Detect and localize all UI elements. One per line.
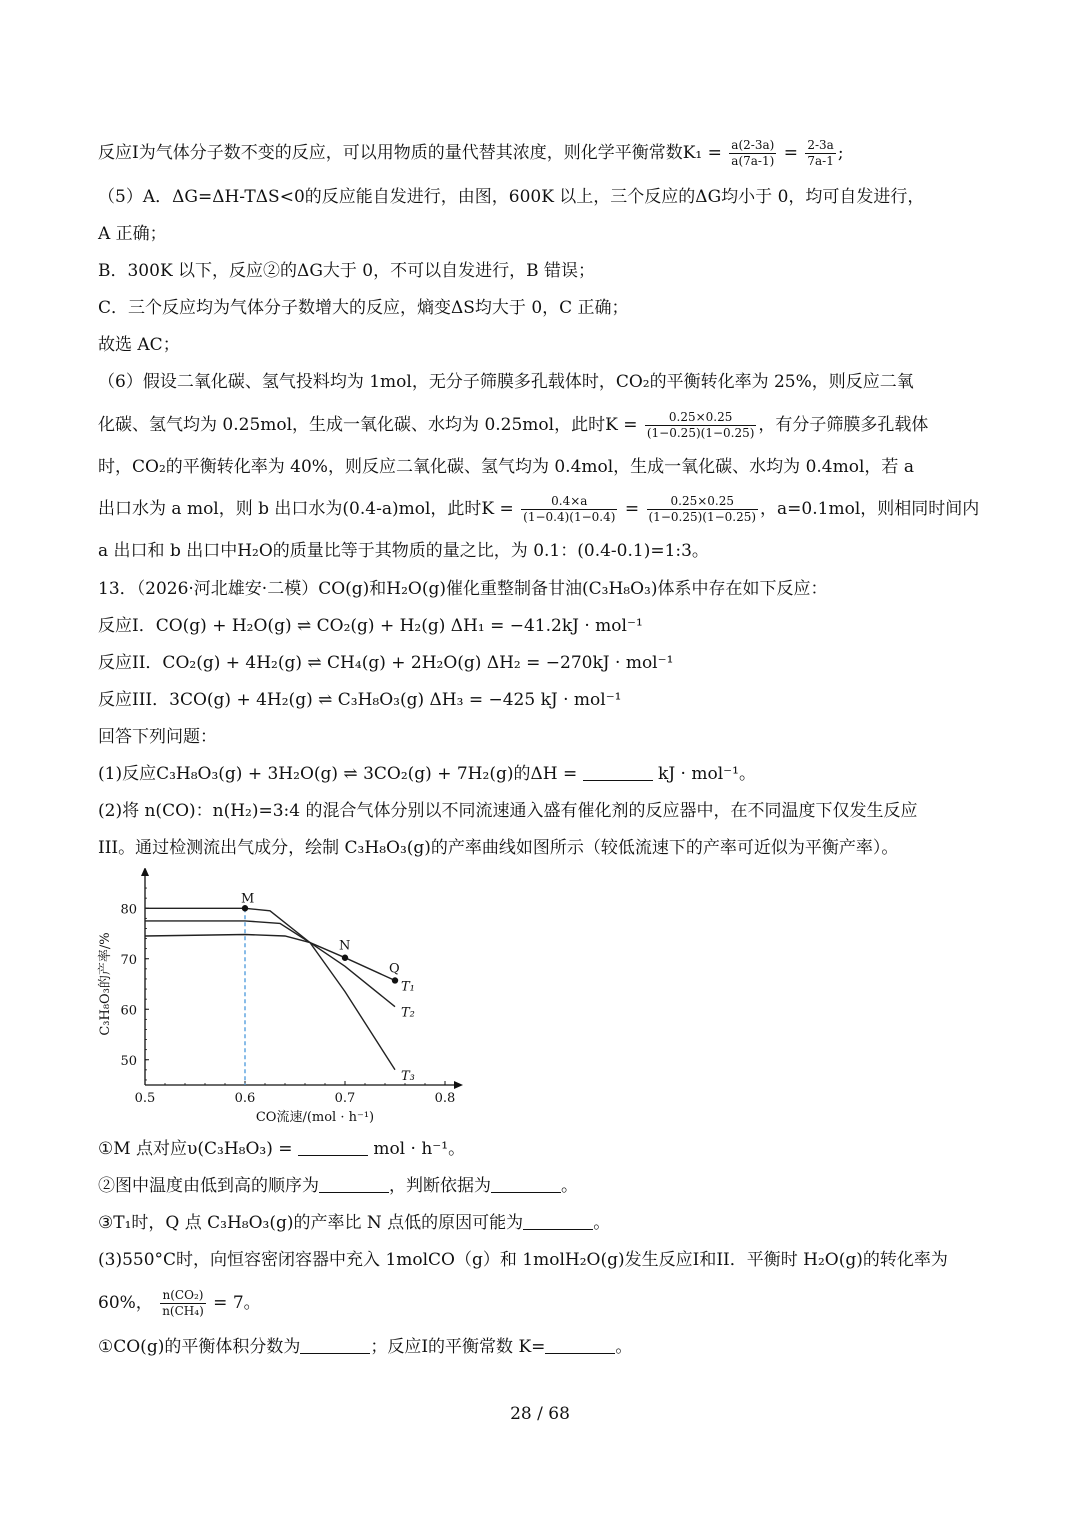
text-line: A 正确； <box>98 224 167 244</box>
series-label: T₃ <box>401 1068 415 1084</box>
text-line <box>98 138 844 169</box>
subquestion-3: (3)550°C时，向恒容密闭容器中充入 1molCO（g）和 1molH₂O(g)发生反应I和II．平衡时 H₂O(g)的转化率为 <box>98 1250 948 1270</box>
answer-blank[interactable] <box>545 1337 615 1354</box>
line-text: ①M 点对应υ(C₃H₈O₃) = <box>98 1139 293 1159</box>
fraction <box>160 1288 206 1319</box>
answer-blank[interactable] <box>583 764 653 781</box>
reaction-2: 反应II．CO₂(g) + 4H₂(g) ⇌ CH₄(g) + 2H₂O(g) ΔH₂ = −270kJ · mol⁻¹ <box>98 653 674 673</box>
line-text: 。 <box>615 1337 633 1357</box>
fraction-denominator: n(CH₄) <box>162 1304 204 1318</box>
answer-blank[interactable] <box>491 1176 561 1193</box>
line-text: ，判断依据为 <box>389 1176 491 1196</box>
point-label: N <box>339 938 351 954</box>
reaction-3: 反应III．3CO(g) + 4H₂(g) ⇌ C₃H₈O₃(g) ΔH₃ = −425 kJ · mol⁻¹ <box>98 690 622 710</box>
text-line: （5）A．ΔG=ΔH-TΔS<0的反应能自发进行，由图，600K 以上，三个反应的ΔG均小于 0，均可自发进行， <box>98 187 925 207</box>
x-axis-arrow <box>454 1081 463 1089</box>
equals-sign: = <box>624 499 640 519</box>
fraction-numerator: a(2-3a) <box>731 138 775 152</box>
answer-blank[interactable] <box>298 1139 368 1156</box>
line-text: 出口水为 a mol，则 b 出口水为(0.4-a)mol，此时K = <box>98 499 514 519</box>
fraction-numerator: 2-3a <box>807 138 834 152</box>
subquestion-3-1 <box>98 1335 632 1359</box>
question-heading: 13．（2026·河北雄安·二模）CO(g)和H₂O(g)催化重整制备甘油(C₃H₈O₃)体系中存在如下反应： <box>98 579 828 599</box>
fraction-denominator: a(7a-1) <box>731 154 775 168</box>
subquestion-2-2 <box>98 1174 578 1198</box>
text-line <box>98 494 979 525</box>
fraction-numerator: 0.4×a <box>521 494 617 510</box>
fraction-denominator: (1−0.4)(1−0.4) <box>523 510 616 524</box>
line-text: ; <box>837 143 844 163</box>
subquestion-2-1 <box>98 1137 465 1161</box>
line-text: ，有分子筛膜多孔载体 <box>758 415 929 435</box>
line-text: 。 <box>593 1213 611 1233</box>
line-text: 化碳、氢气均为 0.25mol，生成一氧化碳、水均为 0.25mol，此时K = <box>98 415 638 435</box>
series-line-T₃ <box>145 908 395 1070</box>
point-label: M <box>241 891 255 907</box>
fraction-denominator: 7a-1 <box>807 154 834 168</box>
line-text: mol · h⁻¹。 <box>373 1139 466 1159</box>
series-label: T₁ <box>401 979 415 995</box>
line-text: ②图中温度由低到高的顺序为 <box>98 1176 319 1196</box>
text-line <box>98 1288 261 1319</box>
answer-blank[interactable] <box>300 1337 370 1354</box>
y-axis-label: C₃H₈O₃的产率/% <box>98 932 113 1036</box>
y-tick-label: 80 <box>120 902 137 918</box>
answer-blank[interactable] <box>319 1176 389 1193</box>
series-label: T₂ <box>401 1005 415 1021</box>
text-line: 故选 AC； <box>98 335 180 355</box>
text-line: a 出口和 b 出口中H₂O的质量比等于其物质的量之比，为 0.1：(0.4-0.1)=1:3。 <box>98 541 709 561</box>
fraction-numerator: n(CO₂) <box>160 1288 206 1304</box>
fraction-denominator: (1−0.25)(1−0.25) <box>646 426 755 440</box>
x-tick-label: 0.7 <box>334 1091 356 1106</box>
reaction-1: 反应I．CO(g) + H₂O(g) ⇌ CO₂(g) + H₂(g) ΔH₁ = −41.2kJ · mol⁻¹ <box>98 616 643 636</box>
line-text: 。 <box>561 1176 578 1196</box>
line-text: ；反应I的平衡常数 K= <box>370 1337 546 1357</box>
text-line <box>98 410 928 441</box>
y-tick-label: 60 <box>120 1003 137 1019</box>
point-N <box>342 955 348 961</box>
y-axis-arrow <box>141 868 149 876</box>
fraction-denominator: (1−0.25)(1−0.25) <box>648 510 757 524</box>
fraction-numerator: 0.25×0.25 <box>647 494 759 510</box>
fraction <box>729 138 776 169</box>
equals-sign: = <box>783 143 798 163</box>
text-line: C．三个反应均为气体分子数增大的反应，熵变ΔS均大于 0，C 正确； <box>98 298 629 318</box>
line-text: (1)反应C₃H₈O₃(g) + 3H₂O(g) ⇌ 3CO₂(g) + 7H₂(g)的ΔH = <box>98 764 578 784</box>
line-text: 60%， <box>98 1293 153 1313</box>
subquestion-1 <box>98 762 756 786</box>
fraction <box>645 410 757 441</box>
series-line-T₁ <box>145 935 395 981</box>
subquestion-2-3 <box>98 1211 610 1235</box>
text-line: （6）假设二氧化碳、氢气投料均为 1mol，无分子筛膜多孔载体时，CO₂的平衡转化率为 25%，则反应二氧 <box>98 372 914 392</box>
line-text: ①CO(g)的平衡体积分数为 <box>98 1337 301 1357</box>
fraction <box>647 494 759 525</box>
x-axis-label: CO流速/(mol · h⁻¹) <box>255 1110 375 1125</box>
page-number: 28 / 68 <box>510 1404 570 1424</box>
subquestion-2: (2)将 n(CO)：n(H₂)=3:4 的混合气体分别以不同流速通入盛有催化剂的反应器中，在不同温度下仅发生反应 <box>98 801 918 821</box>
point-Q <box>392 977 398 983</box>
text-line: III。通过检测流出气成分，绘制 C₃H₈O₃(g)的产率曲线如图所示（较低流速下的产率可近似为平衡产率）。 <box>98 838 899 858</box>
answer-blank[interactable] <box>523 1213 593 1230</box>
text-line: 时，CO₂的平衡转化率为 40%，则反应二氧化碳、氢气均为 0.4mol，生成一氧化碳、水均为 0.4mol，若 a <box>98 457 914 477</box>
line-text: ，a=0.1mol，则相同时间内 <box>760 499 980 519</box>
point-label: Q <box>389 961 400 977</box>
fraction-numerator: 0.25×0.25 <box>645 410 757 426</box>
y-tick-label: 70 <box>120 952 137 968</box>
x-tick-label: 0.6 <box>234 1091 256 1106</box>
fraction <box>805 138 835 169</box>
yield-chart <box>90 868 470 1130</box>
line-text: ③T₁时，Q 点 C₃H₈O₃(g)的产率比 N 点低的原因可能为 <box>98 1213 524 1233</box>
line-text: 反应I为气体分子数不变的反应，可以用物质的量代替其浓度，则化学平衡常数K₁ = <box>98 143 722 163</box>
x-tick-label: 0.5 <box>134 1091 156 1106</box>
line-text: kJ · mol⁻¹。 <box>658 764 756 784</box>
text-line: 回答下列问题： <box>98 727 217 747</box>
y-tick-label: 50 <box>120 1053 137 1069</box>
line-text: = 7。 <box>213 1293 261 1313</box>
text-line: B．300K 以下，反应②的ΔG大于 0，不可以自发进行，B 错误； <box>98 261 596 281</box>
fraction <box>521 494 617 525</box>
x-tick-label: 0.8 <box>434 1091 456 1106</box>
